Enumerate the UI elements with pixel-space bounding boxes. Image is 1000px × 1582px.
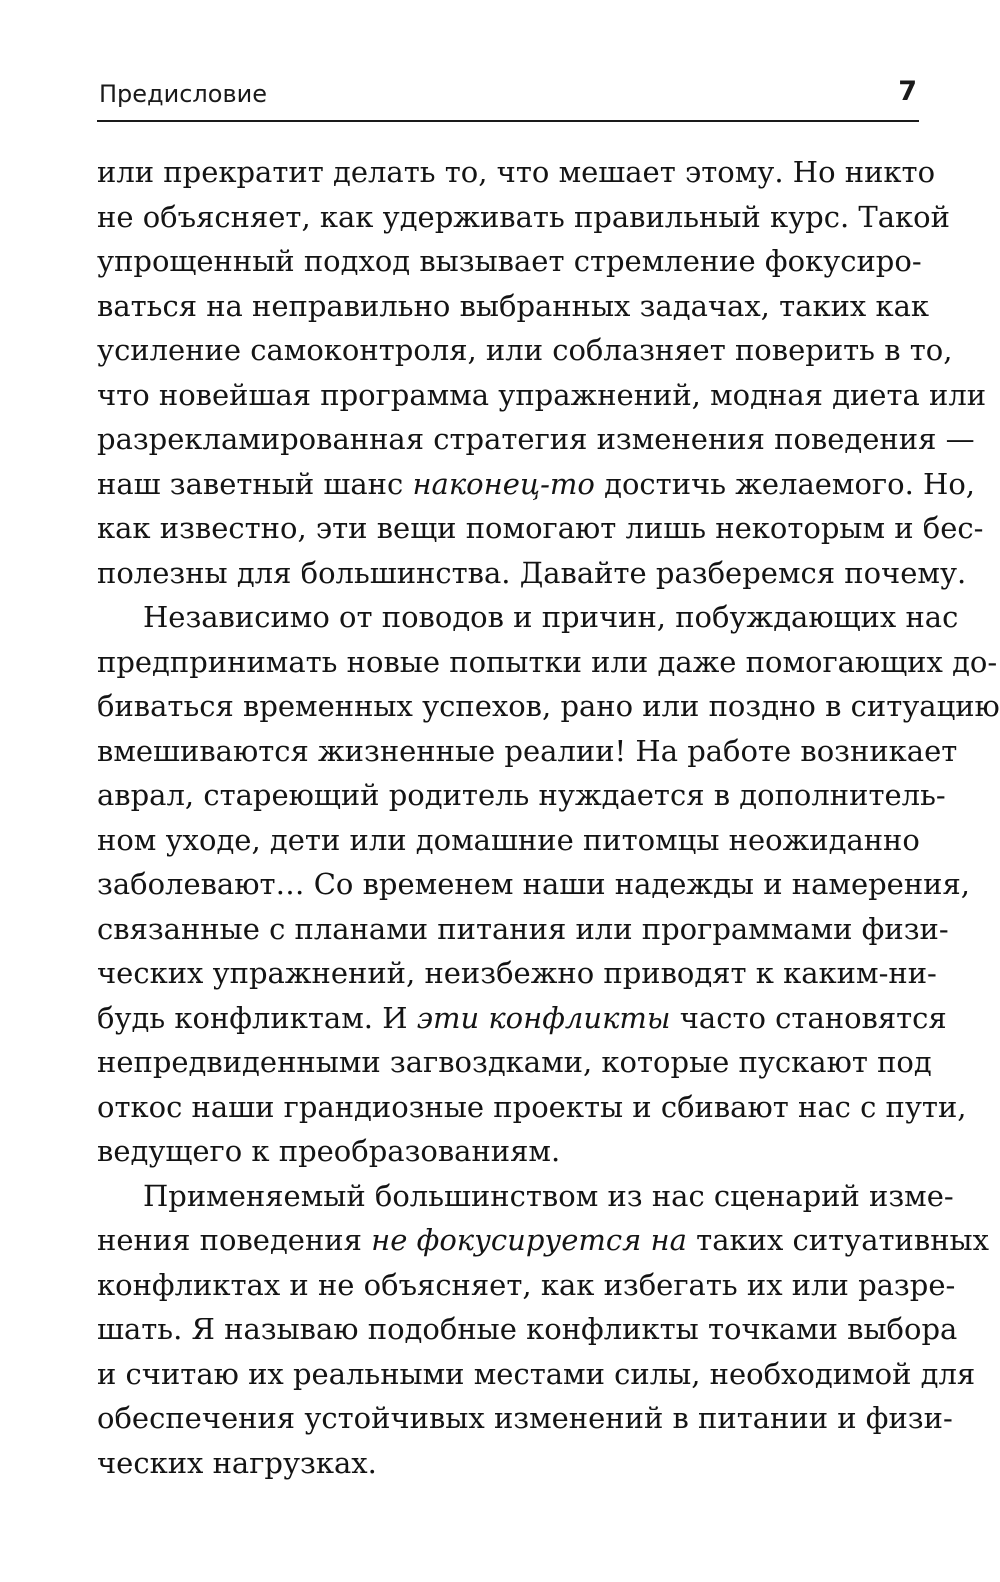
text-run: наш заветный шанс [97,466,413,501]
text-run: ведущего к преобразованиям. [97,1134,561,1168]
paragraph [97,595,1000,1174]
text-line [97,951,937,996]
text-line [97,1352,976,1397]
text-line [97,417,975,462]
text-run: Независимо от поводов и причин, побуждающих нас [143,600,959,634]
text-line [97,506,984,551]
text-run: усиление самоконтроля, или соблазняет поверить в то, [97,333,953,367]
text-line [97,1174,954,1219]
text-run: предпринимать новые попытки или даже помогающих до- [97,644,998,679]
text-line [97,862,971,907]
text-run: разрекламированная стратегия изменения поведения — [97,422,975,456]
section-title: Предисловие [99,80,267,108]
text-run: аврал, стареющий родитель нуждается в дополнитель- [97,778,946,812]
paragraph [97,1174,989,1486]
text-line [97,773,946,818]
text-line [97,551,967,596]
text-run: шать. Я называю подобные конфликты точками выбора [97,1312,958,1346]
text-run: полезны для большинства. Давайте разберемся почему. [97,555,967,590]
italic-run: эти конфликты [416,1000,671,1035]
text-run: биваться временных успехов, рано или поздно в ситуацию [97,689,1000,723]
text-line [97,996,947,1041]
text-line [97,239,922,284]
text-line [97,1396,953,1441]
paragraph [97,150,987,595]
text-run: таких ситуативных [686,1223,989,1257]
text-line [97,1085,967,1130]
text-line [97,1263,956,1308]
text-line [97,1307,958,1352]
text-line [97,1441,919,1486]
text-run: обеспечения устойчивых изменений в питании и физи- [97,1401,953,1435]
text-line [97,640,998,685]
text-run: связанные с планами питания или программами физи- [97,911,949,946]
text-line [97,818,919,863]
text-run: конфликтах и не объясняет, как избегать их или разре- [97,1267,956,1302]
text-run: что новейшая программа упражнений, модная диета или [97,377,987,412]
text-run: упрощенный подход вызывает стремление фокусиро- [97,244,922,278]
text-line [97,284,930,329]
text-line [97,462,975,507]
text-run: или прекратит делать то, что мешает этому. Но никто [97,155,936,189]
text-line [97,328,953,373]
text-run: вмешиваются жизненные реалии! На работе возникает [97,733,958,768]
text-line [97,150,936,195]
text-run: ческих упражнений, неизбежно приводят к каким-ни- [97,956,937,990]
text-run: ваться на неправильно выбранных задачах, таких как [97,288,930,323]
body-text [97,150,1000,1485]
text-run: заболевают… Со временем наши надежды и намерения, [97,867,971,901]
text-line [97,595,959,640]
text-run: и считаю их реальными местами силы, необходимой для [97,1356,976,1391]
text-run: ном уходе, дети или домашние питомцы неожиданно [97,822,920,857]
header-rule [97,120,919,122]
text-run: непредвиденными загвоздками, которые пускают под [97,1045,932,1079]
text-line [97,907,949,952]
text-line [97,684,1000,729]
page-number: 7 [898,76,917,107]
text-run: не объясняет, как удерживать правильный курс. Такой [97,199,950,234]
text-run: часто становятся [670,1000,947,1035]
text-run: Применяемый большинством из нас сценарий изме- [143,1178,954,1213]
text-line [97,373,987,418]
text-run: откос наши грандиозные проекты и сбивают нас с пути, [97,1089,967,1124]
running-head [97,78,919,114]
text-run: как известно, эти вещи помогают лишь некоторым и бес- [97,511,984,545]
italic-run: не фокусируется на [371,1223,687,1257]
text-line [97,195,950,240]
text-line [97,729,958,774]
italic-run: наконец-то [412,466,595,501]
text-run: нения поведения [97,1223,372,1257]
text-run: будь конфликтам. И [97,1000,417,1035]
text-run: ческих нагрузках. [97,1445,377,1480]
text-line [97,1218,989,1263]
text-run: достичь желаемого. Но, [594,466,975,501]
text-line [97,1129,919,1174]
text-line [97,1040,932,1085]
